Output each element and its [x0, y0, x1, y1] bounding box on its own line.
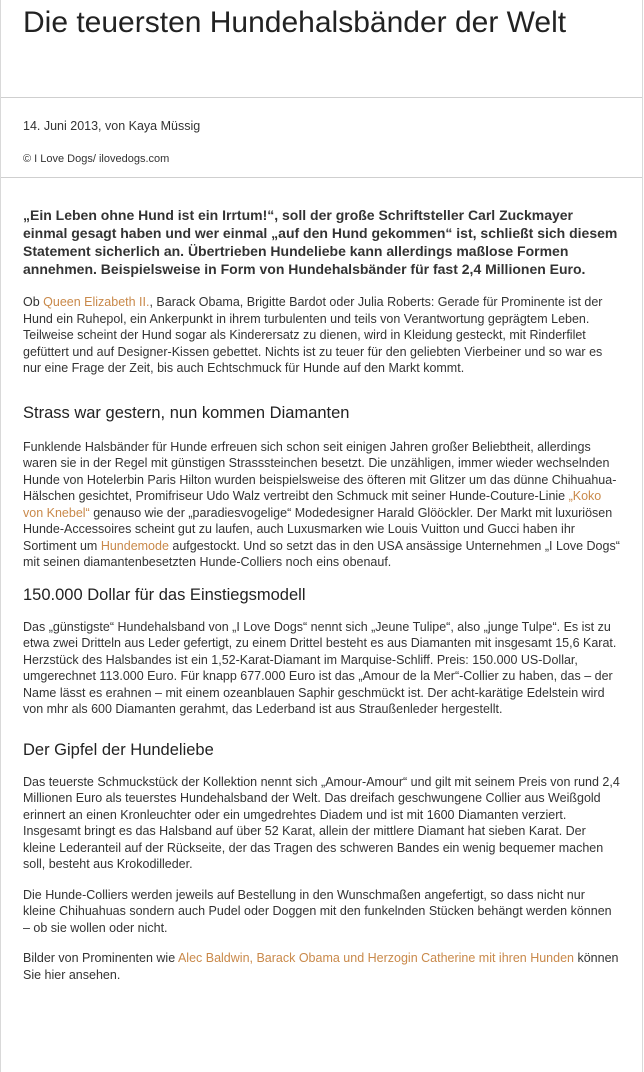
paragraph-2: Funklende Halsbänder für Hunde erfreuen sich schon seit einigen Jahren großer Beliebtheit, allerdings waren sie in der Regel mit günstigen Strasssteinchen besetzt. Die unzähligen, immer wieder wechselnden Hunde von Hotelerbin Paris Hilton wurden beispielsweise des öfteren mit Glitzer um das dünne Chihuahua-Hälschen gesichtet, Promifriseur Udo Walz vertreibt den Schmuck mit seiner Hunde-Couture-Linie „Koko von Knebel“ genauso wie der „paradiesvogelige“ Modedesigner Harald Glööckler. Der Markt mit luxuriösen Hunde-Accessoires scheint gut zu laufen, auch Luxusmarken wie Louis Vuitton und Gucci haben ihr Sortiment um Hundemode aufgestockt. Und so setzt das in den USA ansässige Unternehmen „I Love Dogs“ mit seinen diamantenbesetzten Hunde-Colliers noch eins obenauf.: [23, 439, 620, 569]
link-queen-elizabeth[interactable]: Queen Elizabeth II.: [43, 295, 150, 309]
paragraph-1: Ob Queen Elizabeth II., Barack Obama, Brigitte Bardot oder Julia Roberts: Gerade für Prominente ist der Hund ein Ruhepol, ein Ankerpunkt in ihrem turbulenten und teils von Verantwortung geprägtem Leben. Teilweise scheint der Hund sogar als Kinderersatz zu dienen, wird in Kleidung gesteckt, mit Rinderfilet gefüttert und auf Designer-Kissen gebettet. Nichts ist zu teuer für den geliebten Vierbeiner und so war es nur eine Frage der Zeit, bis auch Echtschmuck für Hunde auf den Markt kommt.: [23, 295, 603, 375]
article-title: Die teuersten Hundehalsbänder der Welt: [23, 6, 567, 39]
article-header: [1, 0, 642, 98]
article-date-author: 14. Juni 2013, von Kaya Müssig: [23, 119, 201, 133]
section-heading-gipfel: Der Gipfel der Hundeliebe: [23, 740, 214, 759]
paragraph-4: Das teuerste Schmuckstück der Kollektion nennt sich „Amour-Amour“ und gilt mit seinem Preis von rund 2,4 Millionen Euro als teuerstes Hundehalsband der Welt. Das dreifach geschwungene Collier aus Weißgold erinnert an einen Kronleuchter oder ein umgedrehtes Diadem und ist mit 1600 Diamanten verziert. Insgesamt bringt es das Halsband auf über 52 Karat, allein der mittlere Diamant hat sieben Karat. Der kleine Lederanteil auf der Rückseite, der das Tragen des schweren Bandes ein wenig bequemer machen soll, besteht aus Krokodilleder.: [23, 774, 620, 871]
article-body: [1, 178, 642, 983]
paragraph-3: Das „günstigste“ Hundehalsband von „I Love Dogs“ nennt sich „Jeune Tulipe“, also „junge Tulpe“. Es ist zu etwa zwei Dritteln aus Leder gefertigt, zu einem Drittel besteht es aus Diamanten mit insgesamt 15,6 Karat. Herzstück des Halsbandes ist ein 1,52-Karat-Diamant im Marquise-Schliff. Preis: 150.000 US-Dollar, umgerechnet 113.000 Euro. Für knapp 677.000 Euro ist das „Amour de la Mer“-Collier zu haben, das – der Name lässt es erahnen – mit einem ozeanblauen Saphir geschmückt ist. Der acht-karätige Edelstein wird von mhr als 600 Diamanten gerahmt, das Lederband ist aus Straußenleder hergestellt.: [23, 619, 617, 716]
paragraph-5: Die Hunde-Colliers werden jeweils auf Bestellung in den Wunschmaßen angefertigt, so dass nicht nur kleine Chihuahuas sondern auch Pudel oder Doggen mit den funkelnden Stücken behängt werden können – ob sie wollen oder nicht.: [23, 887, 612, 935]
paragraph-6: Bilder von Prominenten wie Alec Baldwin, Barack Obama und Herzogin Catherine mit ihren Hunden können Sie hier ansehen.: [23, 951, 619, 982]
section-heading-einstiegsmodell: 150.000 Dollar für das Einstiegsmodell: [23, 585, 306, 604]
article-lead: „Ein Leben ohne Hund ist ein Irrtum!“, soll der große Schriftsteller Carl Zuckmayer einmal gesagt haben und wer einmal „auf den Hund gekommen“ ist, schließt sich diesem Statement sicherlich an. Übertrieben Hundeliebe kann allerdings maßlose Formen annehmen. Beispielsweise in Form von Hundehalsbänder für fast 2,4 Millionen Euro.: [23, 207, 618, 277]
link-prominente-hunde[interactable]: Alec Baldwin, Barack Obama und Herzogin Catherine mit ihren Hunden: [177, 951, 574, 965]
link-koko-von-knebel[interactable]: „Koko von Knebel“: [23, 489, 602, 520]
section-heading-diamanten: Strass war gestern, nun kommen Diamanten: [23, 403, 350, 422]
link-hundemode[interactable]: Hundemode: [100, 538, 169, 553]
image-copyright: © I Love Dogs/ ilovedogs.com: [23, 152, 170, 165]
article-meta: [1, 98, 642, 178]
